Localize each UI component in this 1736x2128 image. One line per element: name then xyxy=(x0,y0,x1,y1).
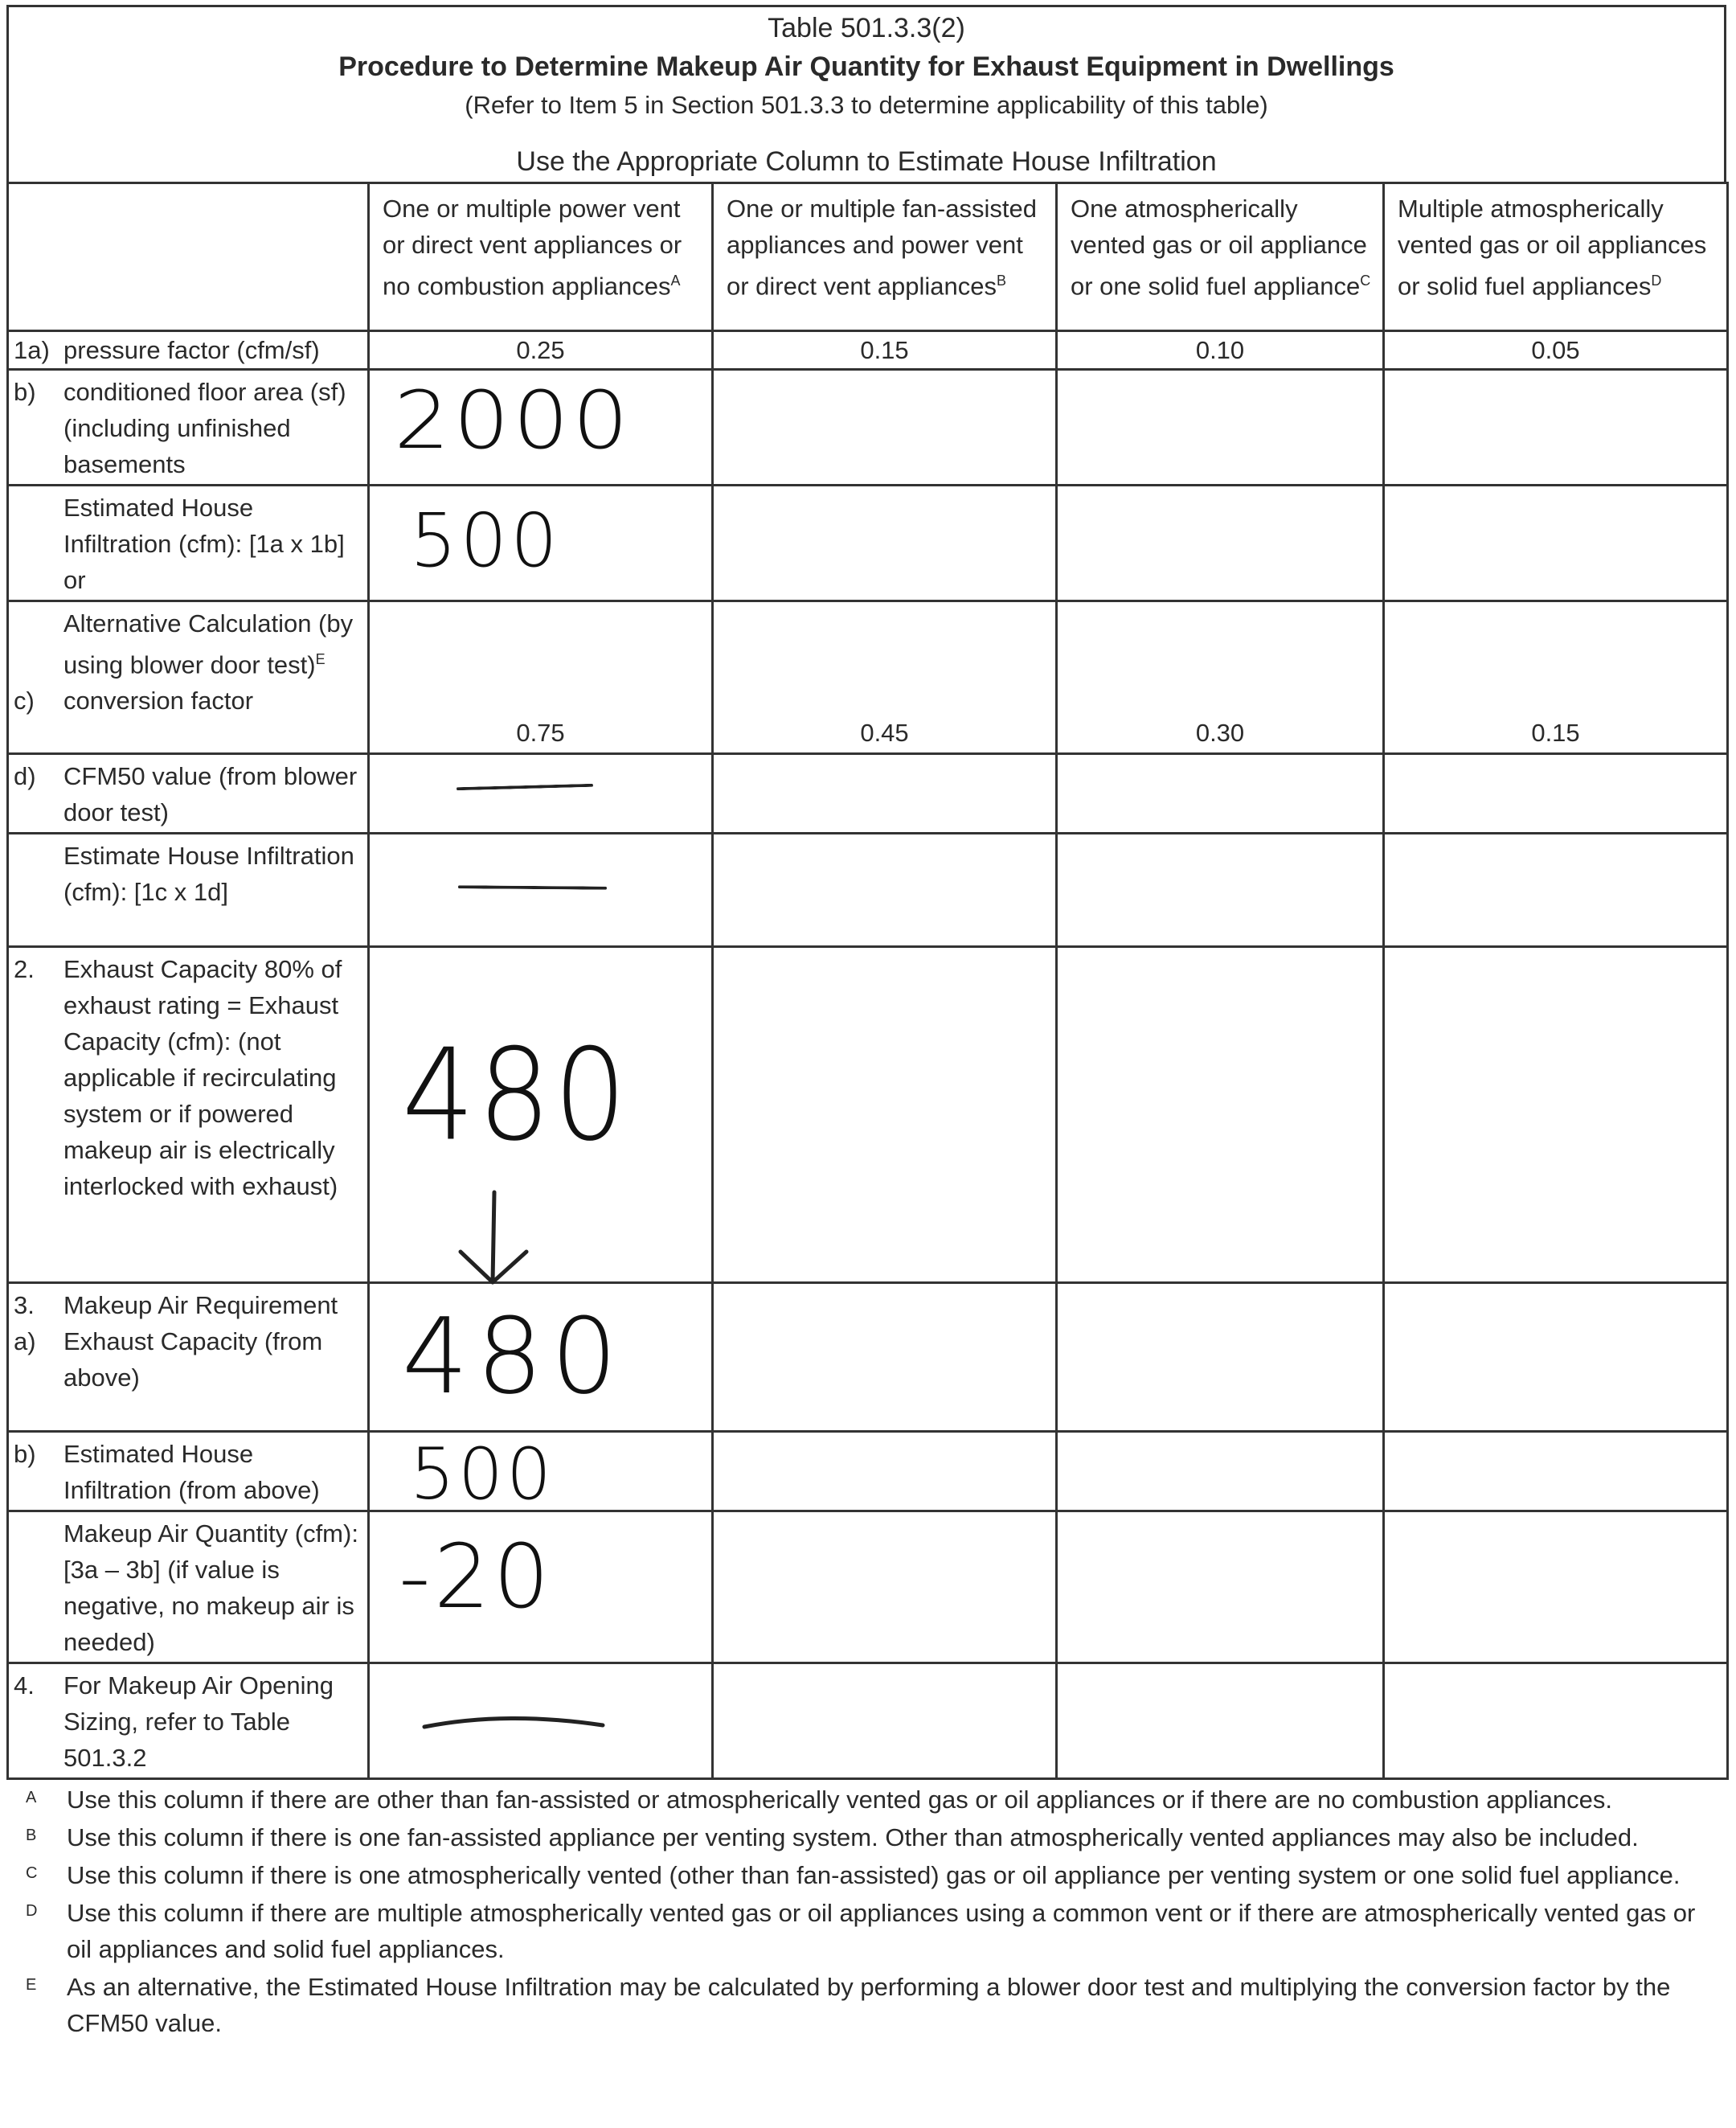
table-row xyxy=(8,754,1728,834)
floor-area-entry-d xyxy=(1384,370,1728,486)
column-header-b: One or multiple fan-assisted appliances and power vent or direct vent appliances$^B$ xyxy=(713,183,1057,331)
exhaust-capacity-entry-b xyxy=(713,947,1057,1283)
pressure-factor-d: 0.05 xyxy=(1384,331,1728,370)
floor-area-entry-b xyxy=(713,370,1057,486)
makeup-exhaust-capacity-entry-b xyxy=(713,1283,1057,1432)
table-row xyxy=(8,331,1728,370)
table-title-block xyxy=(6,5,1726,182)
handwritten-estimated-infiltration: 500 xyxy=(410,498,561,584)
handwritten-dash xyxy=(458,885,607,890)
makeup-air-table xyxy=(6,182,1729,1780)
table-row xyxy=(8,834,1728,947)
estimated-infiltration-above-entry-a xyxy=(369,1432,713,1515)
pressure-factor-a: 0.25 xyxy=(369,331,713,370)
row-label-estimated-infiltration: Estimated House Infiltration (cfm): [1a x 1b] or xyxy=(8,486,369,601)
table-row xyxy=(8,1511,1728,1663)
footnote-c: C Use this column if there is one atmospherically vented (other than fan-assisted) gas or oil appliance per venting system or one solid fuel appliance. xyxy=(26,1861,1681,1889)
exhaust-capacity-entry-a xyxy=(369,947,713,1283)
conversion-factor-b: 0.45 xyxy=(713,601,1057,754)
row-label-estimated-infiltration-above: b) Estimated House Infiltration (from above) xyxy=(8,1432,369,1511)
column-header-row xyxy=(8,183,1728,331)
table-instruction: Use the Appropriate Column to Estimate House Infiltration xyxy=(516,146,1217,177)
estimated-infiltration-entry-c xyxy=(1057,486,1384,601)
estimate-infiltration-blower-entry-c xyxy=(1057,834,1384,947)
footnote-a: A Use this column if there are other than fan-assisted or atmospherically vented gas or oil appliances or if there are no combustion appliances. xyxy=(26,1786,1613,1814)
makeup-exhaust-capacity-entry-d xyxy=(1384,1283,1728,1432)
row-label-pressure-factor: 1a) pressure factor (cfm/sf) xyxy=(8,331,369,370)
makeup-air-quantity-entry-b xyxy=(713,1511,1057,1663)
row-label-makeup-air-requirement: 3. Makeup Air Requirement a) Exhaust Capacity (from above) xyxy=(8,1283,369,1432)
handwritten-makeup-air-quantity: -20 xyxy=(399,1525,553,1628)
pressure-factor-b: 0.15 xyxy=(713,331,1057,370)
handwritten-dash xyxy=(418,1706,611,1738)
exhaust-capacity-entry-d xyxy=(1384,947,1728,1283)
table-number: Table 501.3.3(2) xyxy=(768,13,965,43)
estimate-infiltration-blower-entry-b xyxy=(713,834,1057,947)
handwritten-floor-area: 2000 xyxy=(394,374,632,467)
estimate-infiltration-blower-entry-d xyxy=(1384,834,1728,947)
handwritten-makeup-exhaust: 480 xyxy=(402,1295,626,1417)
cfm50-entry-a xyxy=(369,754,713,834)
opening-sizing-entry-c xyxy=(1057,1663,1384,1779)
document-page xyxy=(6,5,1726,2041)
column-header-a: One or multiple power vent or direct vent appliances or no combustion appliances$^A$ xyxy=(369,183,713,331)
table-row xyxy=(8,947,1728,1283)
handwritten-dash xyxy=(457,784,593,790)
cfm50-entry-c xyxy=(1057,754,1384,834)
row-label-conversion-factor: Alternative Calculation (by using blower door test)$^E$ c) conversion factor xyxy=(8,601,369,754)
column-header-c: One atmospherically vented gas or oil appliance or one solid fuel appliance$^C$ xyxy=(1057,183,1384,331)
estimated-infiltration-entry-a xyxy=(369,486,713,601)
cfm50-entry-d xyxy=(1384,754,1728,834)
table-row xyxy=(8,601,1728,754)
row-label-makeup-air-quantity: Makeup Air Quantity (cfm): [3a – 3b] (if value is negative, no makeup air is needed) xyxy=(8,1511,369,1663)
table-row xyxy=(8,1283,1728,1432)
conversion-factor-d: 0.15 xyxy=(1384,601,1728,754)
row-label-opening-sizing: 4. For Makeup Air Opening Sizing, refer to Table 501.3.2 xyxy=(8,1663,369,1779)
handwritten-exhaust-capacity: 480 xyxy=(402,1022,630,1170)
column-header-d: Multiple atmospherically vented gas or oil appliances or solid fuel appliances$^D$ xyxy=(1384,183,1728,331)
table-row xyxy=(8,1663,1728,1779)
row-label-estimate-infiltration-blower: Estimate House Infiltration (cfm): [1c x 1d] xyxy=(8,834,369,947)
cfm50-entry-b xyxy=(713,754,1057,834)
row-label-cfm50: d) CFM50 value (from blower door test) xyxy=(8,754,369,834)
exhaust-capacity-entry-c xyxy=(1057,947,1384,1283)
footnote-b: B Use this column if there is one fan-assisted appliance per venting system. Other than atmospherically vented appliances may also be included. xyxy=(26,1823,1639,1851)
header-blank-cell xyxy=(8,183,369,331)
pressure-factor-c: 0.10 xyxy=(1057,331,1384,370)
floor-area-entry-c xyxy=(1057,370,1384,486)
estimated-infiltration-entry-d xyxy=(1384,486,1728,601)
table-row xyxy=(8,1432,1728,1511)
floor-area-entry-a xyxy=(369,370,713,486)
footnotes xyxy=(6,1782,1726,2041)
makeup-air-quantity-entry-c xyxy=(1057,1511,1384,1663)
handwritten-infiltration-above: 500 xyxy=(410,1433,555,1515)
table-note: (Refer to Item 5 in Section 501.3.3 to determine applicability of this table) xyxy=(465,91,1268,119)
table-row xyxy=(8,486,1728,601)
conversion-factor-c: 0.30 xyxy=(1057,601,1384,754)
estimate-infiltration-blower-entry-a xyxy=(369,834,713,947)
makeup-air-quantity-entry-a xyxy=(369,1511,713,1663)
row-label-floor-area: b) conditioned floor area (sf) (including unfinished basements xyxy=(8,370,369,486)
makeup-air-quantity-entry-d xyxy=(1384,1511,1728,1663)
opening-sizing-entry-b xyxy=(713,1663,1057,1779)
opening-sizing-entry-d xyxy=(1384,1663,1728,1779)
row-label-exhaust-capacity: 2. Exhaust Capacity 80% of exhaust rating = Exhaust Capacity (cfm): (not applicable if recirculating system or if powered makeup air is electrically interlocked with exhaust) xyxy=(8,947,369,1283)
down-arrow-icon xyxy=(446,1187,542,1288)
estimated-infiltration-above-entry-b xyxy=(713,1432,1057,1511)
opening-sizing-entry-a xyxy=(369,1663,713,1779)
table-heading: Procedure to Determine Makeup Air Quantity for Exhaust Equipment in Dwellings xyxy=(338,51,1394,82)
estimated-infiltration-entry-b xyxy=(713,486,1057,601)
makeup-exhaust-capacity-entry-c xyxy=(1057,1283,1384,1432)
estimated-infiltration-above-entry-c xyxy=(1057,1432,1384,1511)
table-row xyxy=(8,370,1728,486)
estimated-infiltration-above-entry-d xyxy=(1384,1432,1728,1511)
conversion-factor-a: 0.75 xyxy=(369,601,713,754)
footnote-d: D Use this column if there are multiple atmospherically vented gas or oil appliances using a common vent or if there are atmospherically vented gas or oil appliances and solid fuel appliances. xyxy=(26,1899,1696,1963)
footnote-e: E As an alternative, the Estimated House Infiltration may be calculated by performing a blower door test and multiplying the conversion factor by the CFM50 value. xyxy=(26,1973,1671,2037)
makeup-exhaust-capacity-entry-a xyxy=(369,1283,713,1432)
